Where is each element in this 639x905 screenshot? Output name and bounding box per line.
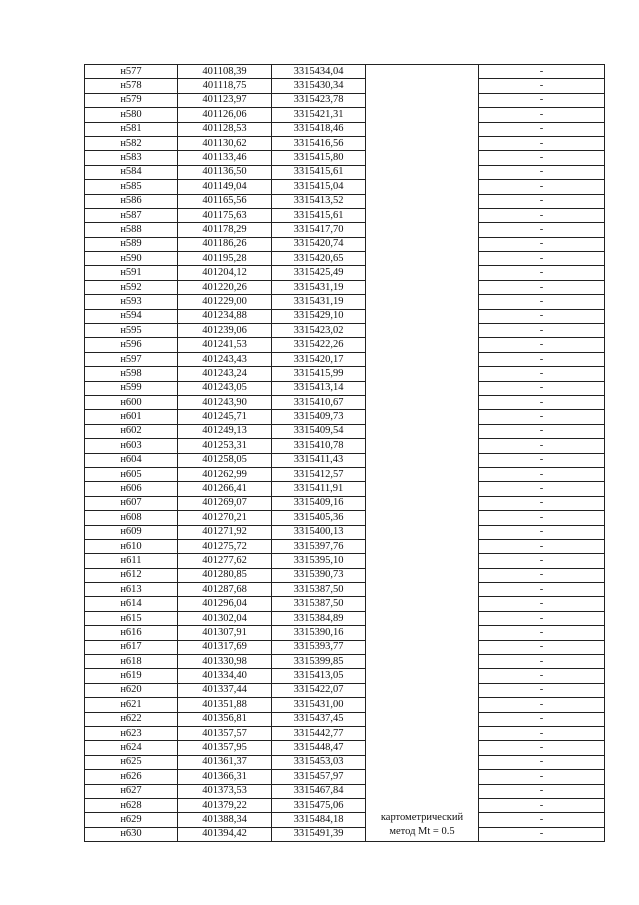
x-coordinate-cell: 401175,63 xyxy=(178,208,272,222)
table-row xyxy=(85,525,605,539)
description-cell: - xyxy=(479,539,605,553)
x-coordinate-cell: 401351,88 xyxy=(178,698,272,712)
description-cell: - xyxy=(479,511,605,525)
y-coordinate-cell: 3315431,00 xyxy=(272,698,366,712)
y-coordinate-cell: 3315400,13 xyxy=(272,525,366,539)
table-row xyxy=(85,194,605,208)
description-cell: - xyxy=(479,467,605,481)
description-cell: - xyxy=(479,165,605,179)
y-coordinate-cell: 3315384,89 xyxy=(272,611,366,625)
description-cell: - xyxy=(479,698,605,712)
x-coordinate-cell: 401258,05 xyxy=(178,453,272,467)
y-coordinate-cell: 3315395,10 xyxy=(272,554,366,568)
table-row xyxy=(85,338,605,352)
table-row xyxy=(85,410,605,424)
description-cell: - xyxy=(479,180,605,194)
y-coordinate-cell: 3315420,74 xyxy=(272,237,366,251)
y-coordinate-cell: 3315434,04 xyxy=(272,65,366,79)
x-coordinate-cell: 401243,05 xyxy=(178,381,272,395)
table-row xyxy=(85,324,605,338)
x-coordinate-cell: 401394,42 xyxy=(178,827,272,841)
point-id-cell: н624 xyxy=(85,741,178,755)
table-row xyxy=(85,309,605,323)
description-cell: - xyxy=(479,338,605,352)
x-coordinate-cell: 401195,28 xyxy=(178,252,272,266)
point-id-cell: н597 xyxy=(85,352,178,366)
y-coordinate-cell: 3315418,46 xyxy=(272,122,366,136)
description-cell: - xyxy=(479,626,605,640)
table-row xyxy=(85,741,605,755)
method-cell xyxy=(366,65,479,842)
x-coordinate-cell: 401186,26 xyxy=(178,237,272,251)
x-coordinate-cell: 401277,62 xyxy=(178,554,272,568)
description-cell: - xyxy=(479,324,605,338)
description-cell: - xyxy=(479,568,605,582)
point-id-cell: н599 xyxy=(85,381,178,395)
x-coordinate-cell: 401178,29 xyxy=(178,223,272,237)
description-cell: - xyxy=(479,453,605,467)
y-coordinate-cell: 3315413,14 xyxy=(272,381,366,395)
table-row xyxy=(85,597,605,611)
x-coordinate-cell: 401243,43 xyxy=(178,352,272,366)
y-coordinate-cell: 3315412,57 xyxy=(272,467,366,481)
description-cell: - xyxy=(479,525,605,539)
point-id-cell: н621 xyxy=(85,698,178,712)
x-coordinate-cell: 401302,04 xyxy=(178,611,272,625)
point-id-cell: н627 xyxy=(85,784,178,798)
y-coordinate-cell: 3315411,43 xyxy=(272,453,366,467)
x-coordinate-cell: 401130,62 xyxy=(178,136,272,150)
point-id-cell: н600 xyxy=(85,395,178,409)
description-cell: - xyxy=(479,798,605,812)
x-coordinate-cell: 401330,98 xyxy=(178,655,272,669)
y-coordinate-cell: 3315491,39 xyxy=(272,827,366,841)
point-id-cell: н585 xyxy=(85,180,178,194)
x-coordinate-cell: 401379,22 xyxy=(178,798,272,812)
y-coordinate-cell: 3315411,91 xyxy=(272,482,366,496)
table-row xyxy=(85,827,605,841)
x-coordinate-cell: 401356,81 xyxy=(178,712,272,726)
table-row xyxy=(85,79,605,93)
x-coordinate-cell: 401373,53 xyxy=(178,784,272,798)
y-coordinate-cell: 3315457,97 xyxy=(272,770,366,784)
description-cell: - xyxy=(479,208,605,222)
coordinates-table xyxy=(84,64,605,842)
y-coordinate-cell: 3315387,50 xyxy=(272,597,366,611)
table-row xyxy=(85,122,605,136)
table-row xyxy=(85,683,605,697)
y-coordinate-cell: 3315417,70 xyxy=(272,223,366,237)
description-cell: - xyxy=(479,79,605,93)
x-coordinate-cell: 401271,92 xyxy=(178,525,272,539)
y-coordinate-cell: 3315429,10 xyxy=(272,309,366,323)
x-coordinate-cell: 401149,04 xyxy=(178,180,272,194)
point-id-cell: н610 xyxy=(85,539,178,553)
table-row xyxy=(85,93,605,107)
point-id-cell: н614 xyxy=(85,597,178,611)
table-row xyxy=(85,539,605,553)
y-coordinate-cell: 3315410,78 xyxy=(272,439,366,453)
description-cell: - xyxy=(479,93,605,107)
x-coordinate-cell: 401270,21 xyxy=(178,511,272,525)
x-coordinate-cell: 401239,06 xyxy=(178,324,272,338)
point-id-cell: н626 xyxy=(85,770,178,784)
point-id-cell: н619 xyxy=(85,669,178,683)
table-row xyxy=(85,252,605,266)
x-coordinate-cell: 401128,53 xyxy=(178,122,272,136)
point-id-cell: н613 xyxy=(85,583,178,597)
point-id-cell: н608 xyxy=(85,511,178,525)
table-row xyxy=(85,165,605,179)
description-cell: - xyxy=(479,755,605,769)
point-id-cell: н618 xyxy=(85,655,178,669)
x-coordinate-cell: 401296,04 xyxy=(178,597,272,611)
point-id-cell: н598 xyxy=(85,367,178,381)
point-id-cell: н625 xyxy=(85,755,178,769)
table-row xyxy=(85,712,605,726)
table-row xyxy=(85,180,605,194)
description-cell: - xyxy=(479,280,605,294)
description-cell: - xyxy=(479,237,605,251)
x-coordinate-cell: 401262,99 xyxy=(178,467,272,481)
description-cell: - xyxy=(479,770,605,784)
table-row xyxy=(85,108,605,122)
point-id-cell: н617 xyxy=(85,640,178,654)
y-coordinate-cell: 3315413,52 xyxy=(272,194,366,208)
table-row xyxy=(85,784,605,798)
point-id-cell: н578 xyxy=(85,79,178,93)
x-coordinate-cell: 401266,41 xyxy=(178,482,272,496)
table-row xyxy=(85,395,605,409)
method-line-2: метод Mt = 0.5 xyxy=(389,826,455,838)
x-coordinate-cell: 401234,88 xyxy=(178,309,272,323)
y-coordinate-cell: 3315420,65 xyxy=(272,252,366,266)
x-coordinate-cell: 401229,00 xyxy=(178,295,272,309)
y-coordinate-cell: 3315431,19 xyxy=(272,295,366,309)
y-coordinate-cell: 3315437,45 xyxy=(272,712,366,726)
table-row xyxy=(85,482,605,496)
table-row xyxy=(85,669,605,683)
y-coordinate-cell: 3315415,99 xyxy=(272,367,366,381)
table-row xyxy=(85,136,605,150)
point-id-cell: н592 xyxy=(85,280,178,294)
description-cell: - xyxy=(479,424,605,438)
point-id-cell: н586 xyxy=(85,194,178,208)
y-coordinate-cell: 3315416,56 xyxy=(272,136,366,150)
y-coordinate-cell: 3315431,19 xyxy=(272,280,366,294)
table-row xyxy=(85,439,605,453)
description-cell: - xyxy=(479,640,605,654)
description-cell: - xyxy=(479,655,605,669)
description-cell: - xyxy=(479,194,605,208)
x-coordinate-cell: 401243,24 xyxy=(178,367,272,381)
y-coordinate-cell: 3315422,26 xyxy=(272,338,366,352)
table-row xyxy=(85,151,605,165)
table-row xyxy=(85,568,605,582)
x-coordinate-cell: 401118,75 xyxy=(178,79,272,93)
x-coordinate-cell: 401108,39 xyxy=(178,65,272,79)
table-row xyxy=(85,237,605,251)
description-cell: - xyxy=(479,683,605,697)
point-id-cell: н583 xyxy=(85,151,178,165)
y-coordinate-cell: 3315425,49 xyxy=(272,266,366,280)
x-coordinate-cell: 401204,12 xyxy=(178,266,272,280)
point-id-cell: н590 xyxy=(85,252,178,266)
table-row xyxy=(85,640,605,654)
description-cell: - xyxy=(479,108,605,122)
x-coordinate-cell: 401126,06 xyxy=(178,108,272,122)
description-cell: - xyxy=(479,136,605,150)
point-id-cell: н595 xyxy=(85,324,178,338)
description-cell: - xyxy=(479,252,605,266)
x-coordinate-cell: 401241,53 xyxy=(178,338,272,352)
method-line-1: картометрический xyxy=(380,812,464,824)
x-coordinate-cell: 401337,44 xyxy=(178,683,272,697)
point-id-cell: н628 xyxy=(85,798,178,812)
description-cell: - xyxy=(479,395,605,409)
description-cell: - xyxy=(479,223,605,237)
point-id-cell: н588 xyxy=(85,223,178,237)
point-id-cell: н596 xyxy=(85,338,178,352)
y-coordinate-cell: 3315390,16 xyxy=(272,626,366,640)
point-id-cell: н609 xyxy=(85,525,178,539)
description-cell: - xyxy=(479,741,605,755)
point-id-cell: н603 xyxy=(85,439,178,453)
table-row xyxy=(85,381,605,395)
y-coordinate-cell: 3315415,80 xyxy=(272,151,366,165)
table-row xyxy=(85,208,605,222)
y-coordinate-cell: 3315405,36 xyxy=(272,511,366,525)
table-row xyxy=(85,295,605,309)
table-row xyxy=(85,755,605,769)
x-coordinate-cell: 401388,34 xyxy=(178,813,272,827)
description-cell: - xyxy=(479,597,605,611)
table-row xyxy=(85,511,605,525)
x-coordinate-cell: 401275,72 xyxy=(178,539,272,553)
point-id-cell: н601 xyxy=(85,410,178,424)
y-coordinate-cell: 3315467,84 xyxy=(272,784,366,798)
x-coordinate-cell: 401133,46 xyxy=(178,151,272,165)
point-id-cell: н611 xyxy=(85,554,178,568)
description-cell: - xyxy=(479,381,605,395)
coordinates-table-body xyxy=(85,65,605,842)
table-row xyxy=(85,496,605,510)
description-cell: - xyxy=(479,611,605,625)
y-coordinate-cell: 3315397,76 xyxy=(272,539,366,553)
table-row xyxy=(85,280,605,294)
y-coordinate-cell: 3315410,67 xyxy=(272,395,366,409)
point-id-cell: н581 xyxy=(85,122,178,136)
point-id-cell: н630 xyxy=(85,827,178,841)
y-coordinate-cell: 3315448,47 xyxy=(272,741,366,755)
point-id-cell: н605 xyxy=(85,467,178,481)
y-coordinate-cell: 3315415,04 xyxy=(272,180,366,194)
y-coordinate-cell: 3315413,05 xyxy=(272,669,366,683)
table-row xyxy=(85,352,605,366)
x-coordinate-cell: 401357,57 xyxy=(178,726,272,740)
table-row xyxy=(85,611,605,625)
table-row xyxy=(85,367,605,381)
description-cell: - xyxy=(479,827,605,841)
point-id-cell: н602 xyxy=(85,424,178,438)
point-id-cell: н629 xyxy=(85,813,178,827)
point-id-cell: н579 xyxy=(85,93,178,107)
point-id-cell: н594 xyxy=(85,309,178,323)
x-coordinate-cell: 401249,13 xyxy=(178,424,272,438)
x-coordinate-cell: 401253,31 xyxy=(178,439,272,453)
y-coordinate-cell: 3315415,61 xyxy=(272,165,366,179)
x-coordinate-cell: 401361,37 xyxy=(178,755,272,769)
description-cell: - xyxy=(479,784,605,798)
table-row xyxy=(85,626,605,640)
x-coordinate-cell: 401123,97 xyxy=(178,93,272,107)
table-row xyxy=(85,770,605,784)
x-coordinate-cell: 401220,26 xyxy=(178,280,272,294)
description-cell: - xyxy=(479,266,605,280)
y-coordinate-cell: 3315387,50 xyxy=(272,583,366,597)
y-coordinate-cell: 3315409,73 xyxy=(272,410,366,424)
table-row xyxy=(85,583,605,597)
description-cell: - xyxy=(479,726,605,740)
point-id-cell: н606 xyxy=(85,482,178,496)
table-row xyxy=(85,726,605,740)
y-coordinate-cell: 3315409,54 xyxy=(272,424,366,438)
table-row xyxy=(85,655,605,669)
description-cell: - xyxy=(479,122,605,136)
x-coordinate-cell: 401357,95 xyxy=(178,741,272,755)
point-id-cell: н623 xyxy=(85,726,178,740)
table-row xyxy=(85,266,605,280)
point-id-cell: н584 xyxy=(85,165,178,179)
y-coordinate-cell: 3315430,34 xyxy=(272,79,366,93)
description-cell: - xyxy=(479,554,605,568)
y-coordinate-cell: 3315409,16 xyxy=(272,496,366,510)
y-coordinate-cell: 3315399,85 xyxy=(272,655,366,669)
point-id-cell: н607 xyxy=(85,496,178,510)
point-id-cell: н582 xyxy=(85,136,178,150)
description-cell: - xyxy=(479,410,605,424)
table-row xyxy=(85,424,605,438)
table-row xyxy=(85,798,605,812)
description-cell: - xyxy=(479,295,605,309)
description-cell: - xyxy=(479,65,605,79)
description-cell: - xyxy=(479,439,605,453)
description-cell: - xyxy=(479,583,605,597)
point-id-cell: н591 xyxy=(85,266,178,280)
table-row xyxy=(85,453,605,467)
point-id-cell: н620 xyxy=(85,683,178,697)
table-row xyxy=(85,65,605,79)
y-coordinate-cell: 3315422,07 xyxy=(272,683,366,697)
y-coordinate-cell: 3315415,61 xyxy=(272,208,366,222)
point-id-cell: н622 xyxy=(85,712,178,726)
description-cell: - xyxy=(479,367,605,381)
point-id-cell: н580 xyxy=(85,108,178,122)
point-id-cell: н589 xyxy=(85,237,178,251)
y-coordinate-cell: 3315484,18 xyxy=(272,813,366,827)
x-coordinate-cell: 401136,50 xyxy=(178,165,272,179)
point-id-cell: н587 xyxy=(85,208,178,222)
x-coordinate-cell: 401366,31 xyxy=(178,770,272,784)
x-coordinate-cell: 401334,40 xyxy=(178,669,272,683)
y-coordinate-cell: 3315442,77 xyxy=(272,726,366,740)
x-coordinate-cell: 401165,56 xyxy=(178,194,272,208)
description-cell: - xyxy=(479,496,605,510)
table-row xyxy=(85,467,605,481)
point-id-cell: н593 xyxy=(85,295,178,309)
x-coordinate-cell: 401269,07 xyxy=(178,496,272,510)
point-id-cell: н616 xyxy=(85,626,178,640)
table-row xyxy=(85,223,605,237)
table-row xyxy=(85,698,605,712)
x-coordinate-cell: 401287,68 xyxy=(178,583,272,597)
y-coordinate-cell: 3315390,73 xyxy=(272,568,366,582)
x-coordinate-cell: 401245,71 xyxy=(178,410,272,424)
x-coordinate-cell: 401280,85 xyxy=(178,568,272,582)
point-id-cell: н615 xyxy=(85,611,178,625)
description-cell: - xyxy=(479,151,605,165)
table-row xyxy=(85,554,605,568)
y-coordinate-cell: 3315423,02 xyxy=(272,324,366,338)
point-id-cell: н612 xyxy=(85,568,178,582)
point-id-cell: н577 xyxy=(85,65,178,79)
x-coordinate-cell: 401307,91 xyxy=(178,626,272,640)
description-cell: - xyxy=(479,712,605,726)
y-coordinate-cell: 3315475,06 xyxy=(272,798,366,812)
description-cell: - xyxy=(479,669,605,683)
point-id-cell: н604 xyxy=(85,453,178,467)
description-cell: - xyxy=(479,352,605,366)
x-coordinate-cell: 401317,69 xyxy=(178,640,272,654)
description-cell: - xyxy=(479,482,605,496)
y-coordinate-cell: 3315393,77 xyxy=(272,640,366,654)
y-coordinate-cell: 3315421,31 xyxy=(272,108,366,122)
x-coordinate-cell: 401243,90 xyxy=(178,395,272,409)
y-coordinate-cell: 3315423,78 xyxy=(272,93,366,107)
description-cell: - xyxy=(479,813,605,827)
table-row xyxy=(85,813,605,827)
y-coordinate-cell: 3315420,17 xyxy=(272,352,366,366)
y-coordinate-cell: 3315453,03 xyxy=(272,755,366,769)
description-cell: - xyxy=(479,309,605,323)
